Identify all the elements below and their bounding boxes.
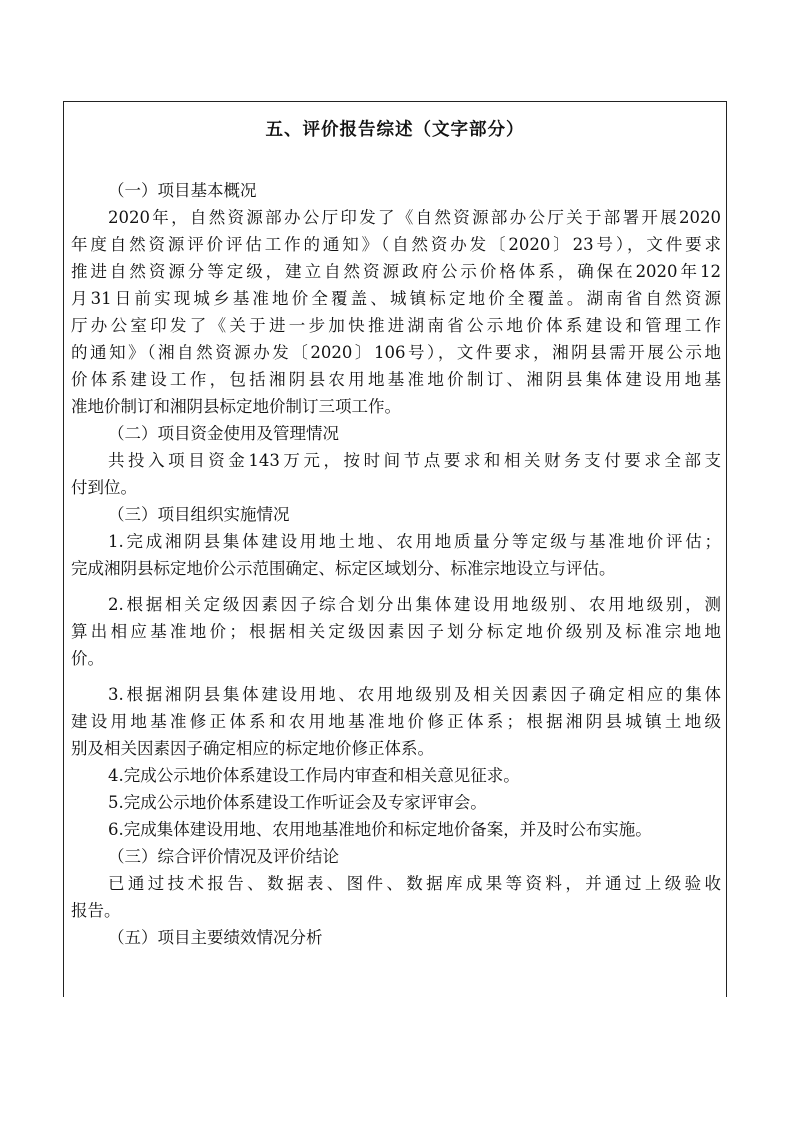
list-item-3-cont: 建设用地基准修正体系和农用地基准地价修正体系；根据湘阴县城镇土地级 — [71, 712, 721, 731]
list-item-2-cont: 价。 — [71, 649, 104, 668]
list-item-5: 5.完成公示地价体系建设工作听证会及专家评审会。 — [108, 793, 487, 812]
paragraph-line: 付到位。 — [71, 478, 137, 497]
paragraph-line: 共投入项目资金143万元，按时间节点要求和相关财务支付要求全部支 — [108, 451, 721, 470]
list-item-2-cont: 算出相应基准地价；根据相关定级因素因子划分标定地价级别及标准宗地地 — [71, 622, 721, 641]
list-item-3-cont: 别及相关因素因子确定相应的标定地价修正体系。 — [71, 739, 434, 758]
list-item-3: 3.根据湘阴县集体建设用地、农用地级别及相关因素因子确定相应的集体 — [108, 685, 721, 704]
paragraph-line: 报告。 — [71, 901, 121, 920]
report-body — [71, 177, 721, 951]
paragraph-line: 已通过技术报告、数据表、图件、数据库成果等资料，并通过上级验收 — [108, 874, 721, 893]
list-item-2: 2.根据相关定级因素因子综合划分出集体建设用地级别、农用地级别，测 — [108, 595, 721, 614]
list-item-6: 6.完成集体建设用地、农用地基准地价和标定地价备案，并及时公布实施。 — [108, 820, 652, 839]
paragraph-line: 推进自然资源分等定级，建立自然资源政府公示价格体系，确保在2020年12 — [71, 262, 721, 281]
paragraph-line: 准地价制订和湘阴县标定地价制订三项工作。 — [71, 397, 401, 416]
list-item-1-cont: 完成湘阴县标定地价公示范围确定、标定区域划分、标准宗地设立与评估。 — [71, 559, 616, 578]
heading-performance-analysis: （五）项目主要绩效情况分析 — [108, 928, 323, 947]
paragraph-line: 2020年，自然资源部办公厅印发了《自然资源部办公厅关于部署开展2020 — [108, 208, 721, 227]
heading-basic-overview: （一）项目基本概况 — [108, 181, 257, 200]
heading-implementation: （三）项目组织实施情况 — [108, 505, 290, 524]
paragraph-line: 年度自然资源评价评估工作的通知》（自然资办发〔2020〕23号），文件要求 — [71, 235, 721, 254]
section-title: 五、评价报告综述（文字部分） — [265, 120, 525, 140]
list-item-1: 1.完成湘阴县集体建设用地土地、农用地质量分等定级与基准地价评估； — [108, 532, 721, 551]
paragraph-line: 价体系建设工作，包括湘阴县农用地基准地价制订、湘阴县集体建设用地基 — [71, 370, 721, 389]
heading-funds-usage: （二）项目资金使用及管理情况 — [108, 424, 339, 443]
paragraph-line: 厅办公室印发了《关于进一步加快推进湖南省公示地价体系建设和管理工作 — [71, 316, 721, 335]
paragraph-line: 的通知》（湘自然资源办发〔2020〕106号），文件要求，湘阴县需开展公示地 — [71, 343, 721, 362]
list-item-4: 4.完成公示地价体系建设工作局内审查和相关意见征求。 — [108, 766, 520, 785]
heading-evaluation-conclusion: （三）综合评价情况及评价结论 — [108, 847, 339, 866]
paragraph-line: 月31日前实现城乡基准地价全覆盖、城镇标定地价全覆盖。湖南省自然资源 — [71, 289, 721, 308]
